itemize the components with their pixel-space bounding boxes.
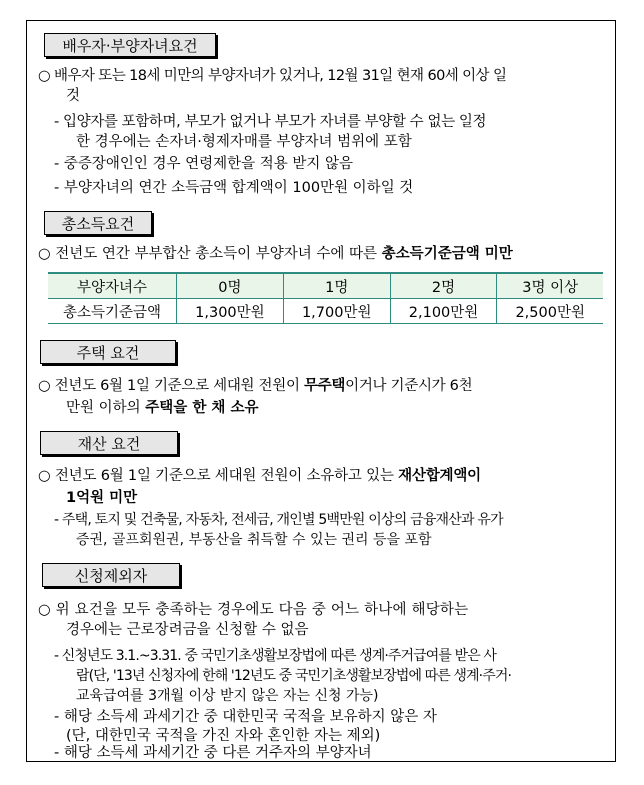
paragraph: ○ 위 요건을 모두 충족하는 경우에도 다음 중 어느 하나에 해당하는 xyxy=(38,602,469,618)
section-header-spouse-dependents: 배우자·부양자녀요건 xyxy=(44,33,216,57)
table-row xyxy=(48,299,603,324)
paragraph-cont: 경우에는 근로장려금을 신청할 수 없음 xyxy=(66,622,309,638)
bullet-item-cont: (단, 대한민국 국적을 가진 자와 혼인한 자는 제외) xyxy=(66,728,381,744)
paragraph: ○ 전년도 6월 1일 기준으로 세대원 전원이 무주택이거나 기준시가 6천 xyxy=(38,378,473,394)
table-header-cell: 2명 xyxy=(390,273,497,299)
paragraph-cont: 1억원 미만 xyxy=(66,490,138,506)
table-header-cell: 3명 이상 xyxy=(497,273,603,299)
bullet-item: - 입양자를 포함하며, 부모가 없거나 부모가 자녀를 부양할 수 없는 일정 xyxy=(54,114,487,130)
table-cell: 1,300만원 xyxy=(177,299,284,324)
bullet-item-cont: 한 경우에는 손자녀·형제자매를 부양자녀 범위에 포함 xyxy=(76,134,412,150)
bullet-item: - 주택, 토지 및 건축물, 자동차, 전세금, 개인별 5백만원 이상의 금융재산과 유가 xyxy=(54,512,503,528)
section-header-exclusions: 신청제외자 xyxy=(42,563,180,587)
table-cell: 2,500만원 xyxy=(497,299,603,324)
section-header-assets: 재산 요건 xyxy=(40,431,178,455)
bullet-item-cont: 람(단, '13년 신청자에 한해 '12년도 중 국민기초생활보장법에 따른 생계·주거· xyxy=(76,668,512,684)
table-cell: 2,100만원 xyxy=(390,299,497,324)
bullet-item: - 부양자녀의 연간 소득금액 합계액이 100만원 이하일 것 xyxy=(54,180,414,196)
bullet-item-cont: 교육급여를 3개월 이상 받지 않은 자는 신청 가능) xyxy=(76,688,379,704)
paragraph: ○ 전년도 6월 1일 기준으로 세대원 전원이 소유하고 있는 재산합계액이 xyxy=(38,468,481,484)
section-header-housing: 주택 요건 xyxy=(40,340,176,364)
paragraph: ○ 배우자 또는 18세 미만의 부양자녀가 있거나, 12월 31일 현재 60세 이상 일 xyxy=(38,68,507,84)
paragraph: ○ 전년도 연간 부부합산 총소득이 부양자녀 수에 따른 총소득기준금액 미만 xyxy=(38,246,513,262)
table-cell: 1,700만원 xyxy=(283,299,390,324)
section-header-total-income: 총소득요건 xyxy=(44,211,152,235)
bullet-item: - 해당 소득세 과세기간 중 대한민국 국적을 보유하지 않은 자 xyxy=(54,709,437,725)
table-header-cell: 부양자녀수 xyxy=(48,273,177,299)
income-threshold-table xyxy=(48,272,603,324)
table-header-row xyxy=(48,273,603,299)
paragraph-cont: 만원 이하의 주택을 한 채 소유 xyxy=(66,400,259,416)
table-header-cell: 1명 xyxy=(283,273,390,299)
bullet-item: - 신청년도 3.1.~3.31. 중 국민기초생활보장법에 따른 생계·주거급여를 받은 사 xyxy=(54,648,497,664)
paragraph-cont: 것 xyxy=(66,88,81,104)
table-cell: 총소득기준금액 xyxy=(48,299,177,324)
bullet-item: - 중증장애인인 경우 연령제한을 적용 받지 않음 xyxy=(54,156,354,172)
table-header-cell: 0명 xyxy=(177,273,284,299)
bullet-item-cont: 증권, 골프회원권, 부동산을 취득할 수 있는 권리 등을 포함 xyxy=(76,532,432,548)
bullet-item: - 해당 소득세 과세기간 중 다른 거주자의 부양자녀 xyxy=(54,745,372,761)
